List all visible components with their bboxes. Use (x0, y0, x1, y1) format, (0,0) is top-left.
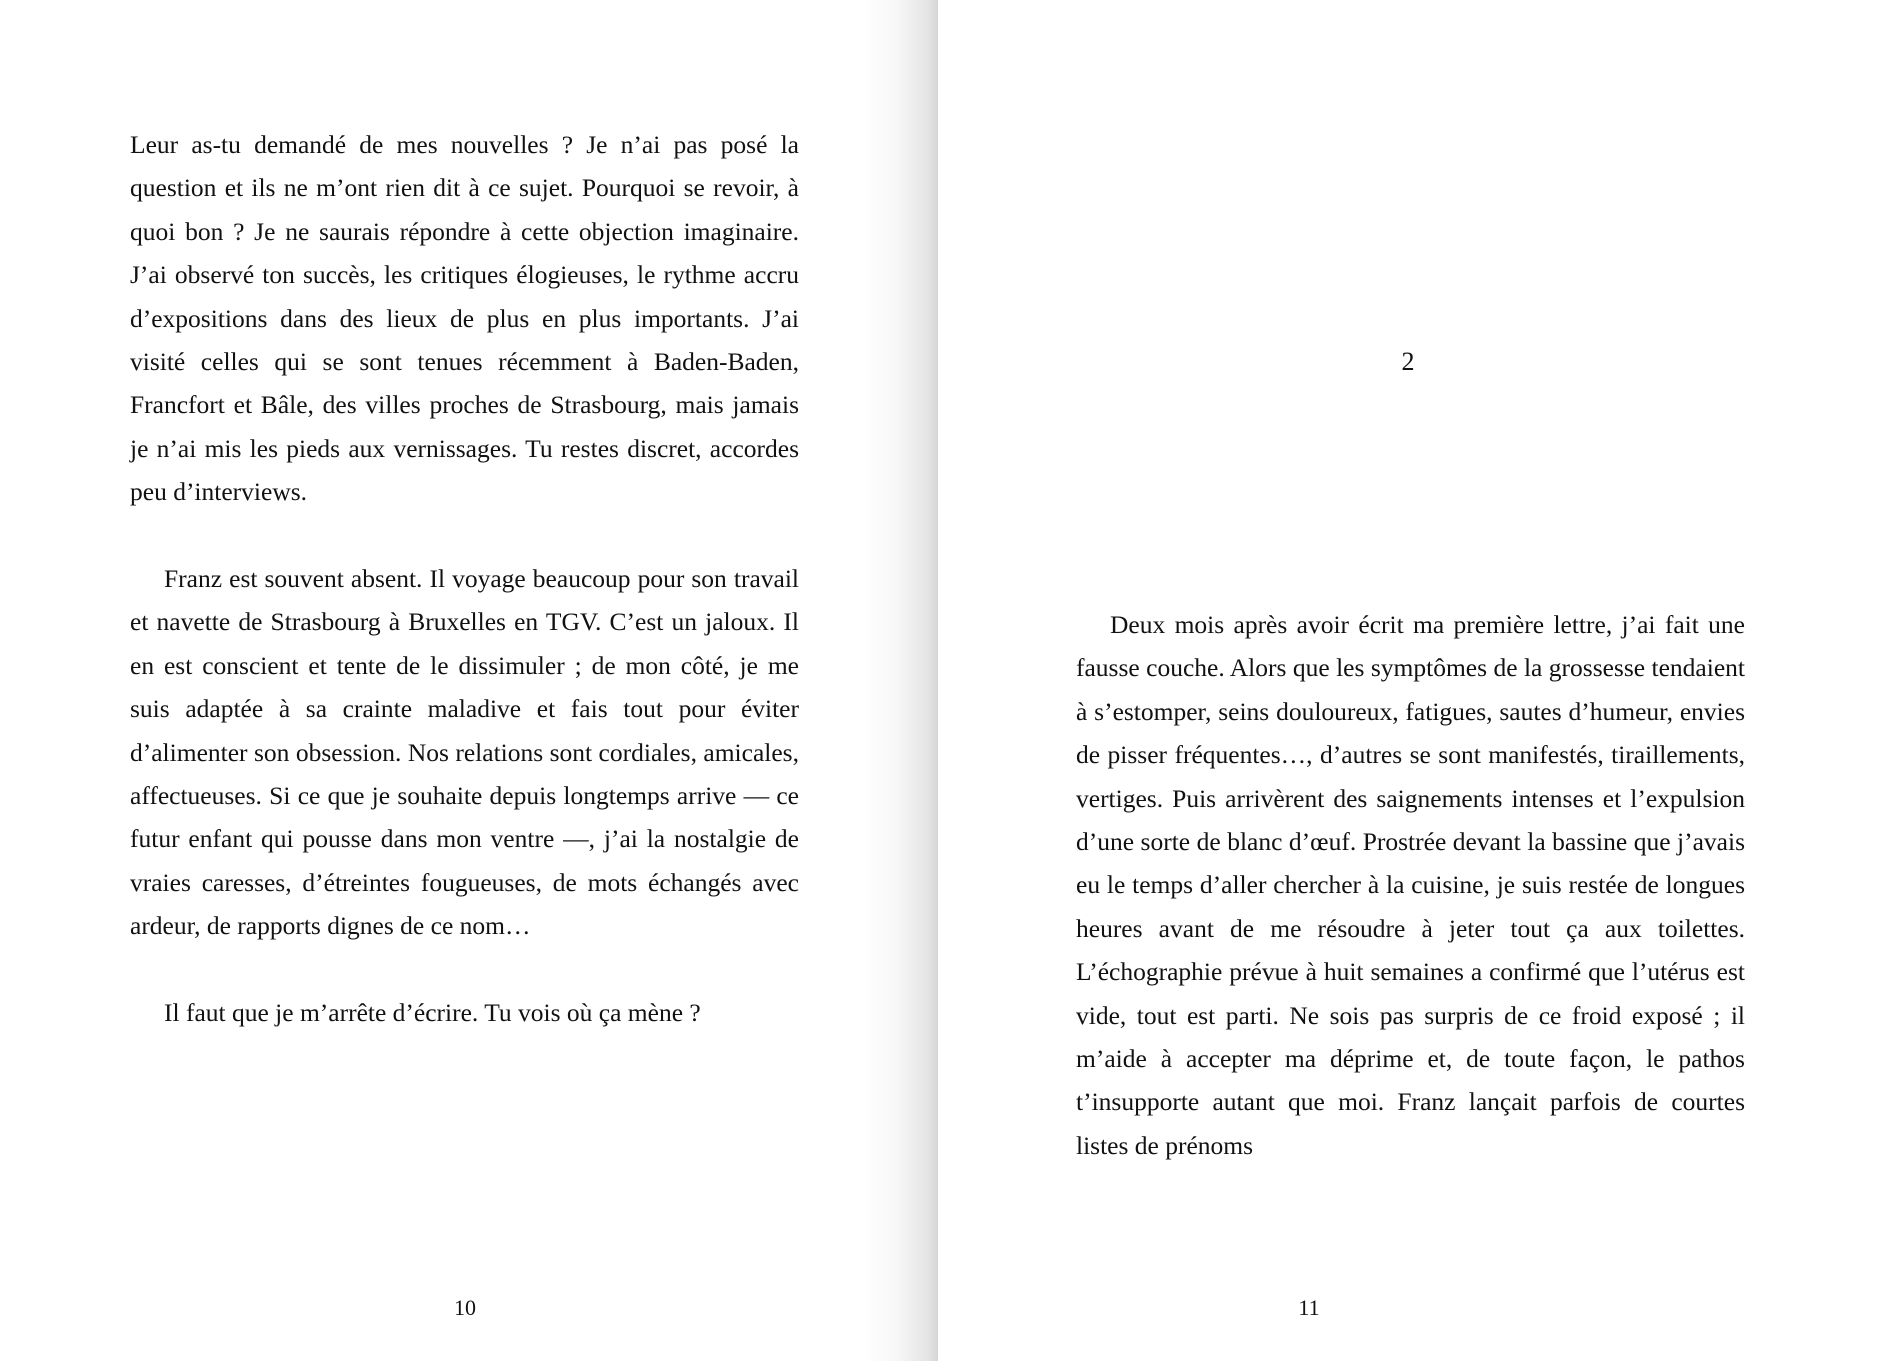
chapter-number: 2 (1401, 347, 1415, 376)
page-number: 10 (454, 1295, 476, 1320)
page-number: 11 (1298, 1295, 1320, 1320)
gutter-shadow (862, 0, 938, 1361)
paragraph: Il faut que je m’arrête d’écrire. Tu vois où ça mène ? (164, 998, 701, 1028)
paragraph: Deux mois après avoir écrit ma première lettre, j’ai fait une fausse couche. Alors que les symptômes de la grossesse tendaient à s’estomper, seins douloureux, fatigues, sautes d’humeur, envies de pisser fréquentes…, d’autres se sont manifestés, tiraillements, vertiges. Puis arrivèrent des saignements intenses et l’expulsion d’une sorte de blanc d’œuf. Prostrée devant la bassine que j’avais eu le temps d’aller chercher à la cuisine, je suis restée de longues heures avant de me résoudre à jeter tout ça aux toilettes. L’échographie prévue à huit semaines a confirmé que l’utérus est vide, tout est parti. Ne sois pas surpris de ce froid exposé ; il m’aide à accepter ma déprime et, de toute façon, le pathos t’insupporte autant que moi. Franz lançait parfois de courtes listes de prénoms (1076, 610, 1745, 1160)
left-page-text (130, 123, 799, 1035)
paragraph: Franz est souvent absent. Il voyage beaucoup pour son travail et navette de Strasbourg à Bruxelles en TGV. C’est un jaloux. Il en est conscient et tente de le dissimuler ; de mon côté, je me suis adaptée à sa crainte maladive et fais tout pour éviter d’alimenter son obsession. Nos relations sont cordiales, amicales, affectueuses. Si ce que je souhaite depuis longtemps arrive — ce futur enfant qui pousse dans mon ventre —, j’ai la nostalgie de vraies caresses, d’étreintes fougueuses, de mots échangés avec ardeur, de rapports dignes de ce nom… (130, 564, 799, 941)
left-page (0, 0, 938, 1361)
paragraph: Leur as-tu demandé de mes nouvelles ? Je n’ai pas posé la question et ils ne m’ont rien dit à ce sujet. Pourquoi se revoir, à quoi bon ? Je ne saurais répondre à cette objection imaginaire. J’ai observé ton succès, les critiques élogieuses, le rythme accru d’expositions dans des lieux de plus en plus importants. J’ai visité celles qui se sont tenues récemment à Baden-Baden, Francfort et Bâle, des villes proches de Strasbourg, mais jamais je n’ai mis les pieds aux vernissages. Tu restes discret, accordes peu d’interviews. (130, 130, 799, 507)
right-page (938, 0, 1878, 1361)
right-page-text (1076, 603, 1745, 1167)
